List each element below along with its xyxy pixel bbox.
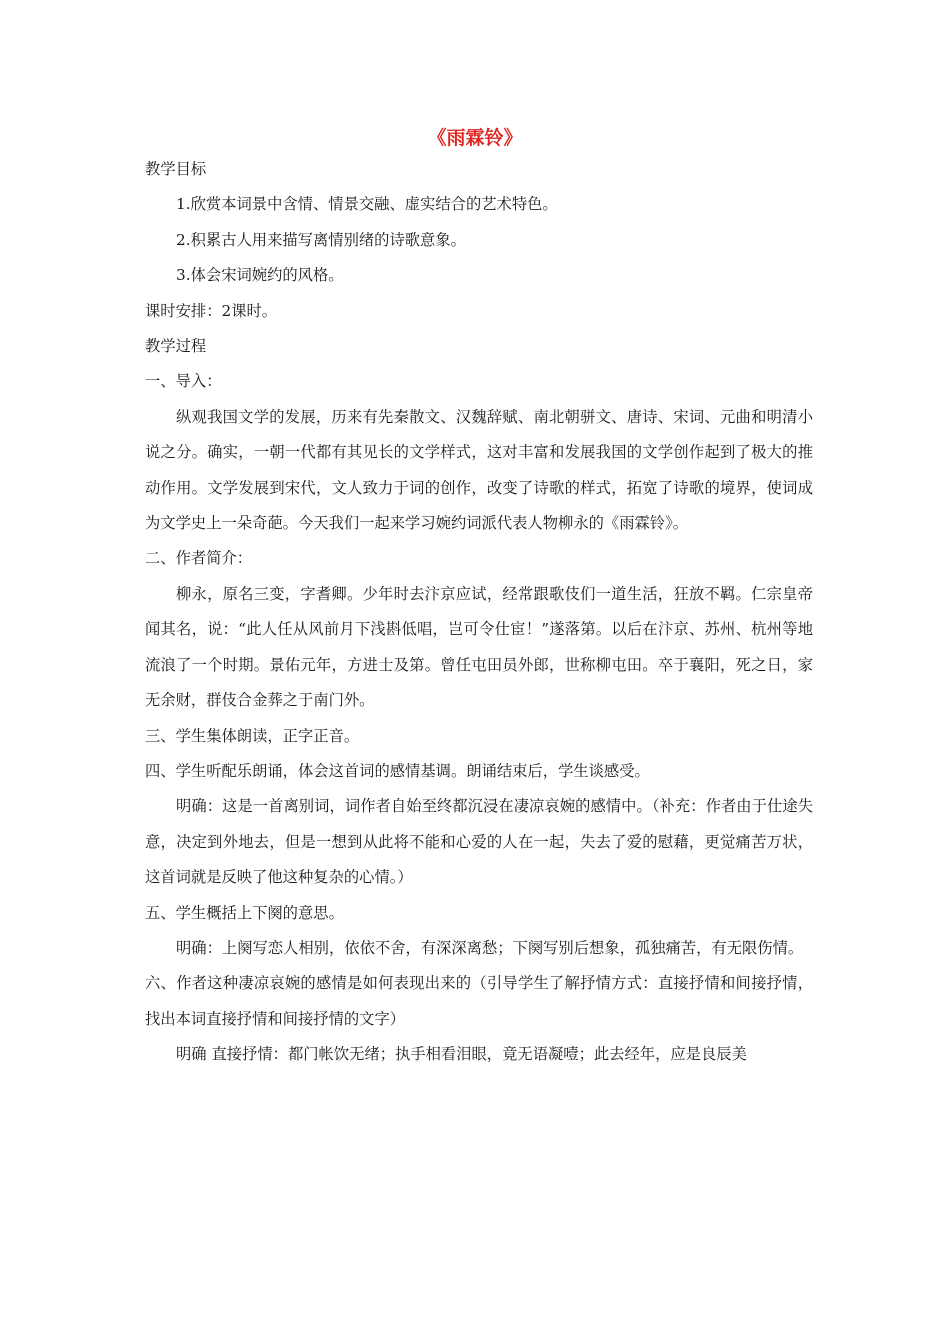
section-paragraph: 明确 直接抒情：都门帐饮无绪；执手相看泪眼，竟无语凝噎；此去经年，应是良辰美 — [176, 1045, 747, 1064]
document-body — [145, 152, 813, 1073]
section-paragraph: 柳永，原名三变，字耆卿。少年时去汴京应试，经常跟歌伎们一道生活，狂放不羁。仁宗皇帝闻其名，说：“此人任从风前月下浅斟低唱，岂可令仕宦！”遂落第。以后在汴京、苏州、杭州等地流浪了一个时期。景佑元年，方进士及第。曾任屯田员外郎，世称柳屯田。卒于襄阳，死之日，家无余财，群伎合金葬之于南门外。 — [145, 584, 813, 710]
objective-item: 1.欣赏本词景中含情、情景交融、虚实结合的艺术特色。 — [176, 195, 558, 214]
section-heading: 四、学生听配乐朗诵，体会这首词的感情基调。朗诵结束后，学生谈感受。 — [145, 761, 650, 780]
section-heading: 六、作者这种凄凉哀婉的感情是如何表现出来的（引导学生了解抒情方式：直接抒情和间接抒情，找出本词直接抒情和间接抒情的文字） — [145, 974, 813, 1028]
section-heading: 三、学生集体朗读，正字正音。 — [145, 726, 360, 745]
objective-item: 3.体会宋词婉约的风格。 — [176, 266, 344, 285]
section-paragraph: 明确：上阕写恋人相别，依依不舍，有深深离愁；下阕写别后想象，孤独痛苦，有无限伤情。 — [176, 938, 804, 957]
process-heading: 教学过程 — [145, 337, 207, 356]
section-heading: 二、作者简介： — [145, 549, 253, 568]
section-heading: 五、学生概括上下阕的意思。 — [145, 903, 344, 922]
section-paragraph: 纵观我国文学的发展，历来有先秦散文、汉魏辞赋、南北朝骈文、唐诗、宋词、元曲和明清小说之分。确实，一朝一代都有其见长的文学样式，这对丰富和发展我国的文学创作起到了极大的推动作用。文学发展到宋代，文人致力于词的创作，改变了诗歌的样式，拓宽了诗歌的境界，使词成为文学史上一朵奇葩。今天我们一起来学习婉约词派代表人物柳永的《雨霖铃》。 — [145, 407, 813, 533]
class-schedule: 课时安排：2课时。 — [145, 301, 278, 320]
objectives-heading: 教学目标 — [145, 160, 207, 178]
section-heading: 一、导入： — [145, 372, 222, 391]
section-paragraph: 明确：这是一首离别词，词作者自始至终都沉浸在凄凉哀婉的感情中。（补充：作者由于仕途失意，决定到外地去，但是一想到从此将不能和心爱的人在一起，失去了爱的慰藉，更觉痛苦万状，这首词就是反映了他这种复杂的心情。） — [145, 797, 813, 887]
document-title: 《雨霖铃》 — [427, 127, 523, 149]
objective-item: 2.积累古人用来描写离情别绪的诗歌意象。 — [176, 230, 466, 249]
